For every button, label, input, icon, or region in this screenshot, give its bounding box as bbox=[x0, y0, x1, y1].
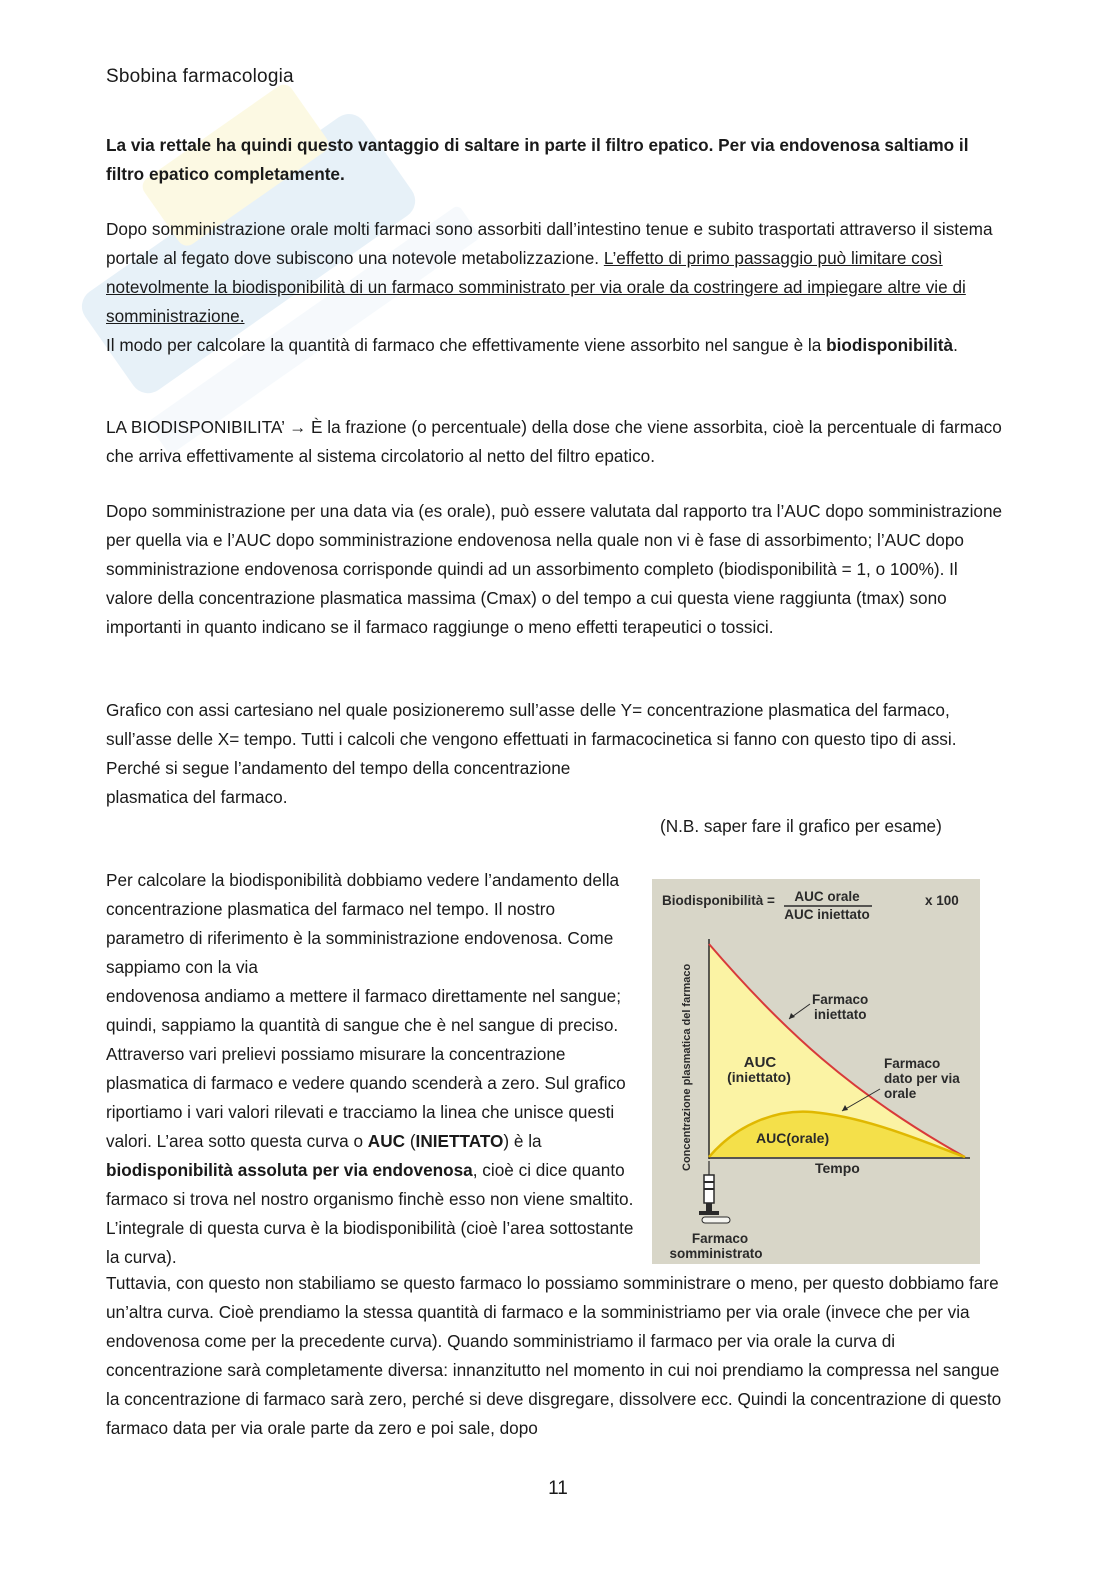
formula-multiplier: x 100 bbox=[925, 893, 959, 908]
label-oral-line2: dato per via bbox=[884, 1071, 960, 1086]
formula-denominator: AUC iniettato bbox=[784, 907, 870, 922]
bioavailability-diagram bbox=[652, 879, 980, 1264]
page-number: 11 bbox=[548, 1478, 568, 1499]
label-oral-line1: Farmaco bbox=[884, 1056, 941, 1071]
definition-paragraph: LA BIODISPONIBILITA’ → È la frazione (o percentuale) della dose che viene assorbita, cioè la percentuale di farmaco che arriva effettivamente al sistema circolatorio al netto del filtro epatico. bbox=[106, 417, 1002, 466]
formula-numerator: AUC orale bbox=[794, 889, 860, 904]
intro-bold-paragraph: La via rettale ha quindi questo vantaggio di saltare in parte il filtro epatico. Per via endovenosa saltiamo il filtro epatico completamente. bbox=[106, 135, 969, 184]
auc-injected-label-line1: AUC bbox=[743, 1054, 777, 1071]
first-pass-underlined: L’effetto di primo passaggio può limitare così notevolmente la biodisponibilità di un farmaco somministrato per via orale da costringere ad impiegare altre vie di somministrazione. bbox=[106, 248, 966, 326]
label-injected-line2: iniettato bbox=[814, 1007, 867, 1022]
first-pass-paragraph: Dopo somministrazione orale molti farmaci sono assorbiti dall’intestino tenue e subito trasportati attraverso il sistema portale al fegato dove subiscono una notevole metabolizzazione. L’effetto di primo passaggio può limitare così notevolmente la biodisponibilità di un farmaco somministrato per via orale da costringere ad impiegare altre vie di somministrazione. Il modo per calcolare la quantità di farmaco che effettivamente viene assorbito nel sangue è la biodisponibilità. bbox=[106, 219, 993, 355]
x-axis-label: Tempo bbox=[815, 1160, 860, 1176]
formula-left: Biodisponibilità = bbox=[662, 893, 775, 908]
page-header: Sbobina farmacologia bbox=[106, 66, 294, 87]
admin-label-line1: Farmaco bbox=[691, 1231, 749, 1246]
admin-label-line2: somministrato bbox=[669, 1246, 763, 1261]
auc-oral-label: AUC(orale) bbox=[756, 1130, 830, 1146]
auc-injected-label-line2: (iniettato) bbox=[727, 1069, 791, 1085]
graph-paragraph: Grafico con assi cartesiano nel quale posizioneremo sull’asse delle Y= concentrazione plasmatica del farmaco, sull’asse delle X= tempo. Tutti i calcoli che vengono effettuati in farmacocinetica si fanno con questo tipo di assi. Perché si segue l’andamento del tempo della concentrazione plasmatica del farmaco. bbox=[106, 700, 957, 807]
label-oral-line3: orale bbox=[884, 1086, 917, 1101]
y-axis-label: Concentrazione plasmatica del farmaco bbox=[681, 963, 693, 1171]
exam-note: (N.B. saper fare il grafico per esame) bbox=[660, 816, 942, 836]
auc-paragraph: Dopo somministrazione per una data via (es orale), può essere valutata dal rapporto tra l’AUC dopo somministrazione per quella via e l’AUC dopo somministrazione endovenosa nella quale non vi è fase di assorbimento; l’AUC dopo somministrazione endovenosa corrisponde quindi ad un assorbimento completo (biodisponibilità = 1, o 100%). Il valore della concentrazione plasmatica massima (Cmax) o del tempo a cui questa viene raggiunta (tmax) sono importanti in quanto indicano se il farmaco raggiunge o meno effetti terapeutici o tossici. bbox=[106, 501, 1003, 637]
bottom-paragraph: Tuttavia, con questo non stabiliamo se questo farmaco lo possiamo somministrare o meno, per questo dobbiamo fare un’altra curva. Cioè prendiamo la stessa quantità di farmaco e la somministriamo per via orale (invece che per via endovenosa come per la precedente curva). Quando somministriamo il farmaco per via orale la curva di concentrazione sarà completamente diversa: innanzitutto nel momento in cui noi prendiamo la compressa nel sangue la concentrazione di farmaco sarà zero, perché si deve disgregare, dissolvere ecc. Quindi la concentrazione di questo farmaco data per via orale parte da zero e poi sale, dopo bbox=[106, 1273, 1002, 1438]
label-injected-line1: Farmaco bbox=[812, 992, 869, 1007]
side-paragraph: Per calcolare la biodisponibilità dobbiamo vedere l’andamento della concentrazione plasmatica del farmaco nel tempo. Il nostro parametro di riferimento è la somministrazione endovenosa. Come sappiamo con la via endovenosa andiamo a mettere il farmaco direttamente nel sangue; quindi, sappiamo la quantità di sangue che è nel sangue di preciso. Attraverso vari prelievi possiamo misurare la concentrazione plasmatica di farmaco e vedere quando scenderà a zero. Sul grafico riportiamo i vari valori rilevati e tracciamo la linea che unisce questi valori. L’area sotto questa curva o AUC (INIETTATO) è la biodisponibilità assoluta per via endovenosa, cioè ci dice quanto farmaco si trova nel nostro organismo finchè esso non viene smaltito. L’integrale di questa curva è la biodisponibilità (cioè l’area sottostante la curva). bbox=[106, 870, 634, 1267]
bioavailability-figure bbox=[652, 879, 980, 1264]
